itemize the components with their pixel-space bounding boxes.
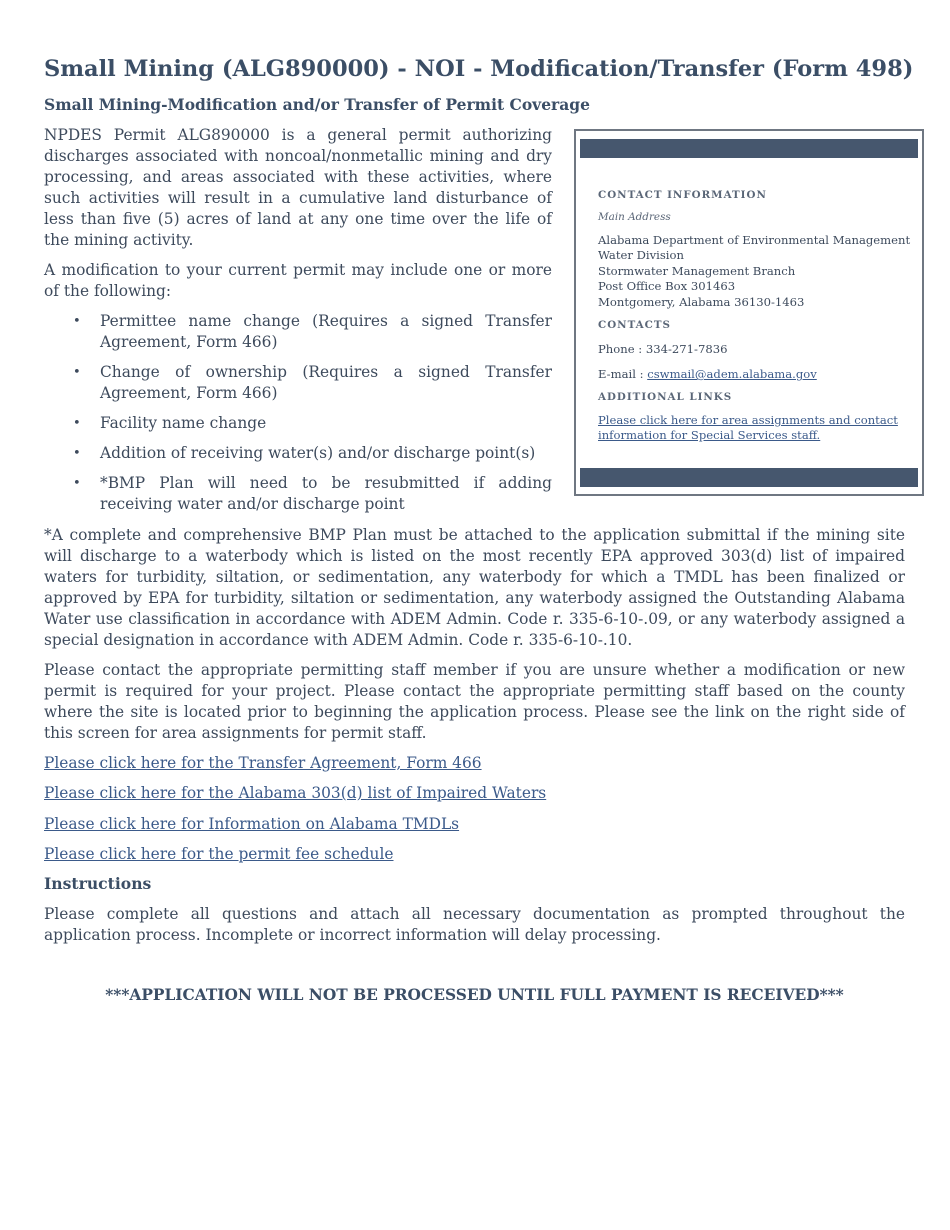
modification-intro: A modification to your current permit may include one or more of the following: — [44, 261, 552, 300]
area-link-line1: Please click here for area assignments and contact — [598, 413, 898, 427]
phone-label: Phone : — [598, 342, 646, 356]
sidebar-bottom-bar — [580, 468, 918, 487]
fee-schedule-link[interactable]: Please click here for the permit fee schedule — [44, 845, 394, 863]
email-row — [598, 367, 817, 382]
bmp-paragraph: *A complete and comprehensive BMP Plan must be attached to the application submittal if the mining site will discharge to a waterbody which is listed on the most recently EPA approved 303(d) list of impaired waters for turbidity, siltation, or sedimentation, any waterbody for which a TMDL has been finalized or approved by EPA for turbidity, siltation or sedimentation, any waterbody assigned the Outstanding Alabama Water use classification in accordance with ADEM Admin. Code r. 335-6-10-.09, or any waterbody assigned a special designation in accordance with ADEM Admin. Code r. 335-6-10-.10. — [44, 526, 905, 649]
address-line: Montgomery, Alabama 36130-1463 — [598, 295, 805, 309]
contact-info-heading: CONTACT INFORMATION — [598, 189, 767, 201]
address-line: Stormwater Management Branch — [598, 264, 796, 278]
sidebar-top-bar — [580, 139, 918, 158]
intro-paragraph: NPDES Permit ALG890000 is a general permit authorizing discharges associated with noncoal/nonmetallic mining and dry processing, and areas associated with these activities, where such activities will result in a cumulative land disturbance of less than five (5) acres of land at any one time over the life of the mining activity. — [44, 126, 552, 249]
address-line: Water Division — [598, 248, 684, 262]
list-item: • *BMP Plan will need to be resubmitted if adding receiving water and/or discharge point — [44, 473, 552, 515]
instructions-heading: Instructions — [44, 874, 152, 893]
area-assignments-link[interactable] — [598, 413, 898, 444]
address-line: Post Office Box 301463 — [598, 279, 736, 293]
list-item: • Facility name change — [44, 413, 552, 434]
email-link[interactable]: cswmail@adem.alabama.gov — [647, 367, 817, 381]
phone-number: 334-271-7836 — [645, 342, 728, 356]
list-item: • Change of ownership (Requires a signed Transfer Agreement, Form 466) — [44, 362, 552, 404]
additional-links-heading: ADDITIONAL LINKS — [598, 391, 733, 403]
payment-notice: ***APPLICATION WILL NOT BE PROCESSED UNTIL FULL PAYMENT IS RECEIVED*** — [105, 986, 844, 1004]
instructions-text: Please complete all questions and attach all necessary documentation as prompted throughout the application process. Incomplete or incorrect information will delay processing. — [44, 905, 905, 944]
contacts-heading: CONTACTS — [598, 319, 671, 331]
page-subtitle: Small Mining-Modification and/or Transfer of Permit Coverage — [44, 95, 590, 114]
list-item: • Permittee name change (Requires a signed Transfer Agreement, Form 466) — [44, 311, 552, 353]
address-line: Alabama Department of Environmental Management — [598, 233, 911, 247]
contact-sidebar — [574, 129, 924, 496]
transfer-agreement-link[interactable]: Please click here for the Transfer Agreement, Form 466 — [44, 754, 482, 772]
main-address-label: Main Address — [598, 211, 671, 223]
impaired-waters-link[interactable]: Please click here for the Alabama 303(d) list of Impaired Waters — [44, 784, 547, 802]
area-link-line2: information for Special Services staff. — [598, 428, 821, 443]
contact-paragraph: Please contact the appropriate permitting staff member if you are unsure whether a modification or new permit is required for your project. Please contact the appropriate permitting staff based on the county where the site is located prior to beginning the application process. Please see the link on the right side of this screen for area assignments for permit staff. — [44, 661, 905, 742]
list-item: • Addition of receiving water(s) and/or discharge point(s) — [44, 443, 552, 464]
modification-list — [44, 311, 552, 524]
page-title: Small Mining (ALG890000) - NOI - Modification/Transfer (Form 498) — [44, 56, 914, 82]
email-label: E-mail : — [598, 367, 648, 381]
tmdl-info-link[interactable]: Please click here for Information on Alabama TMDLs — [44, 815, 460, 833]
phone-row — [598, 342, 727, 357]
